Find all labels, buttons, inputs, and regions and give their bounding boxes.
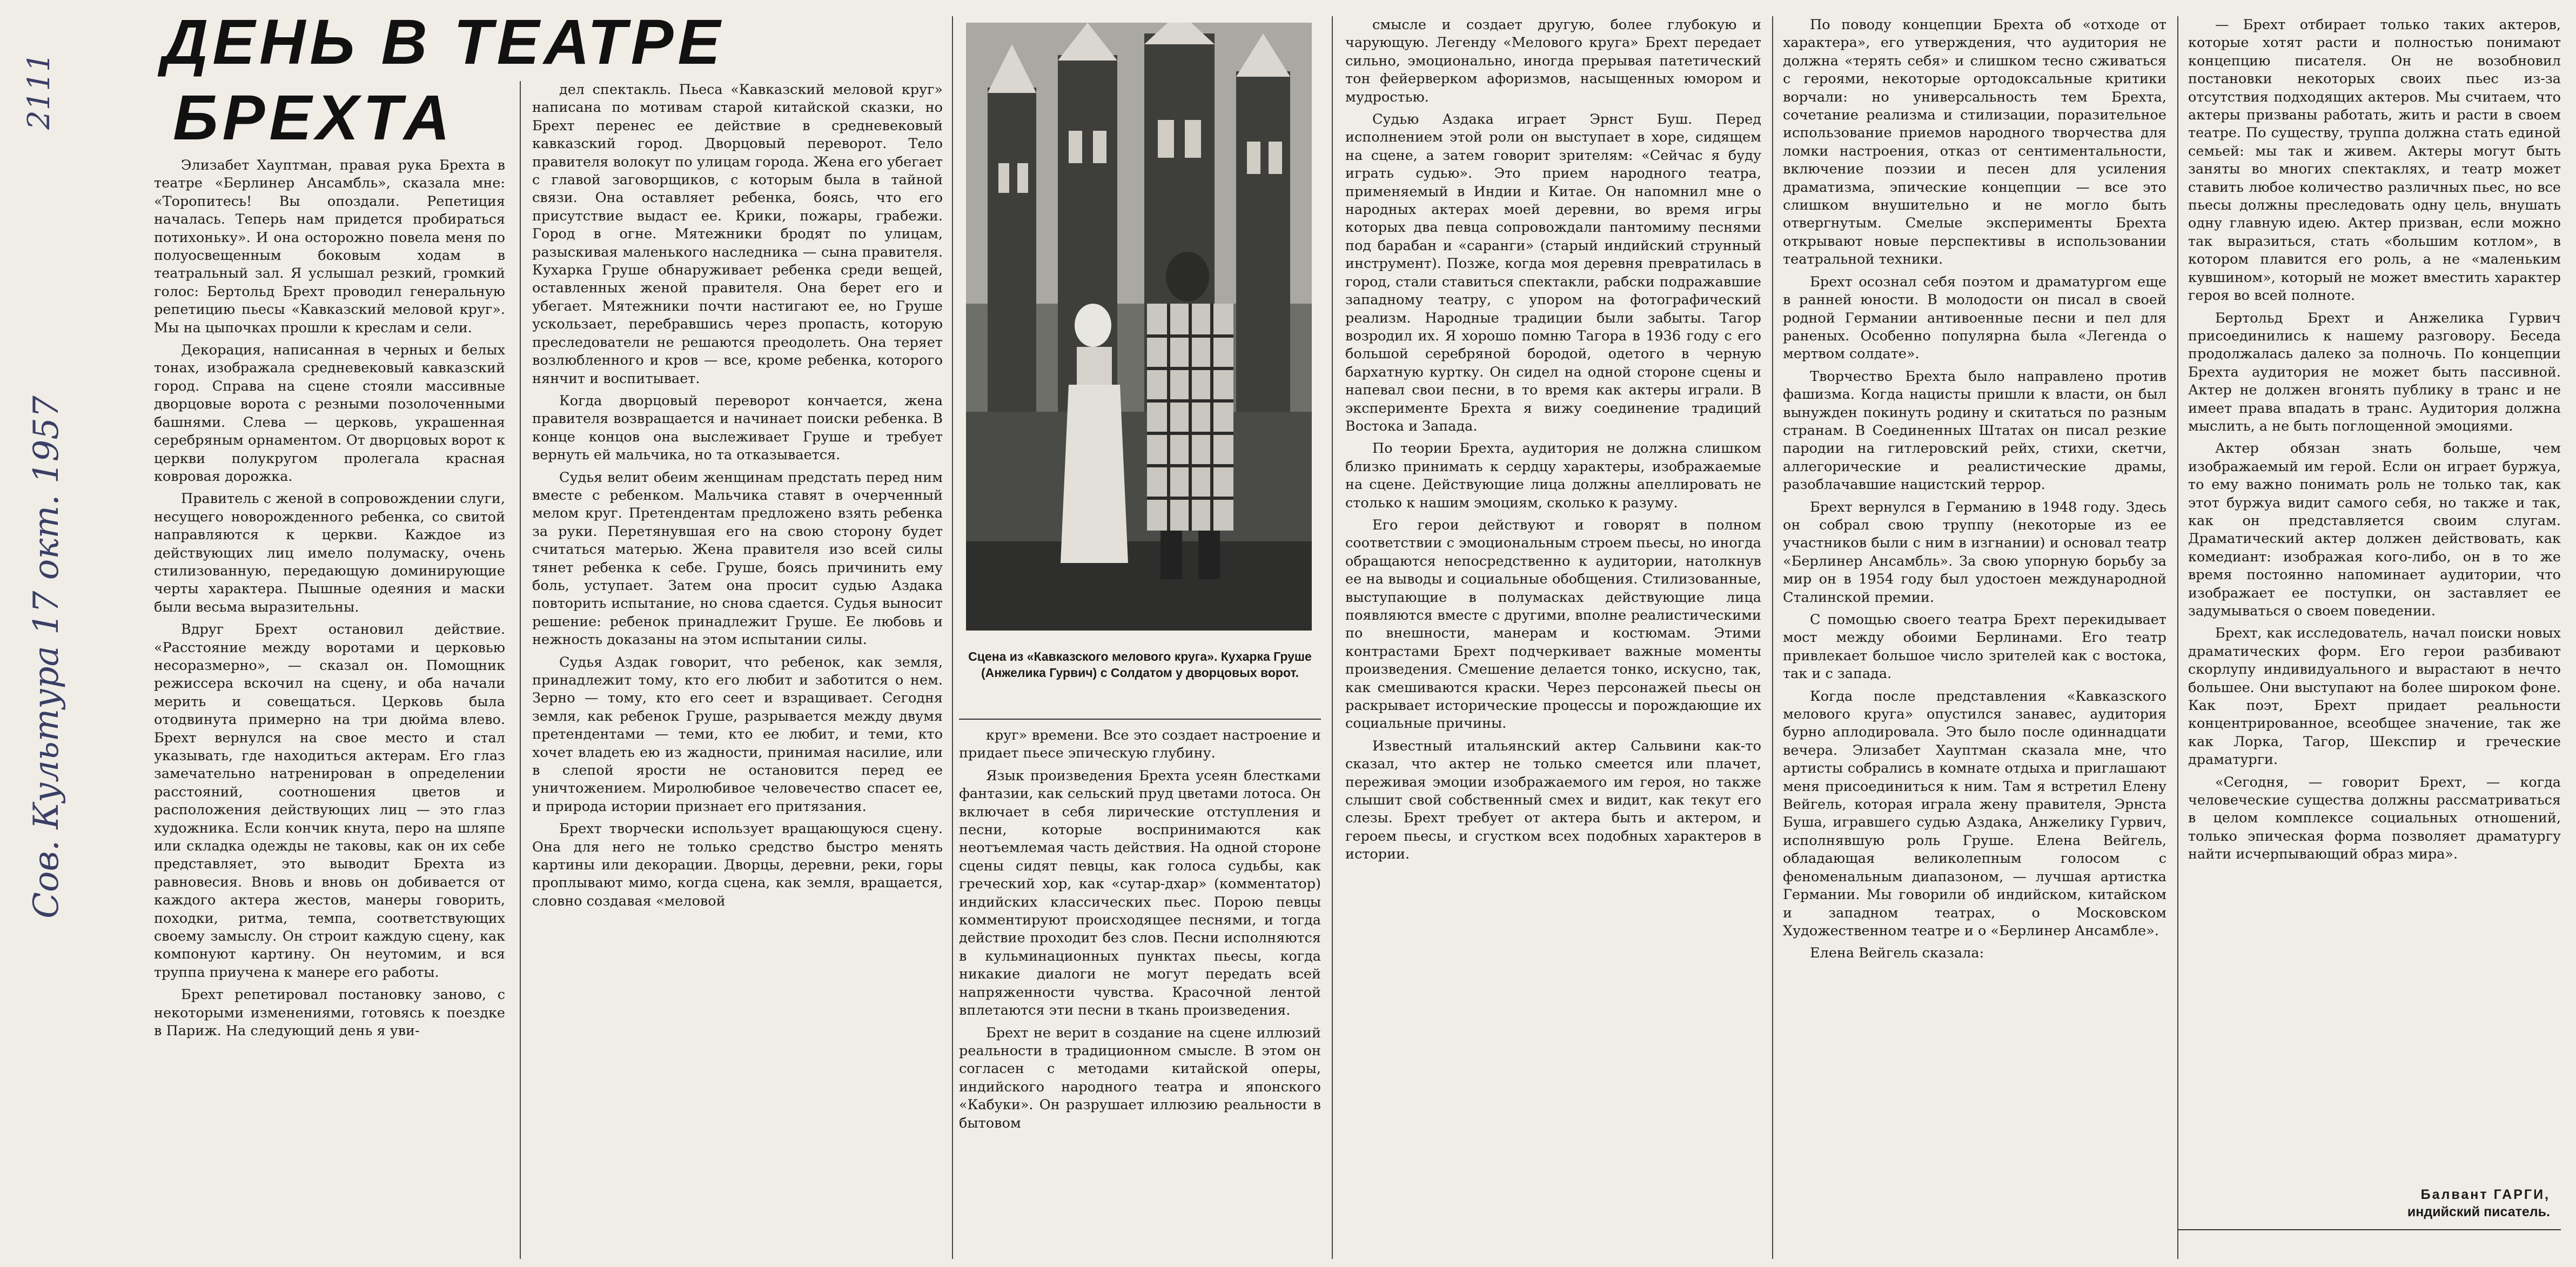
end-rule (2177, 1229, 2561, 1230)
column-divider (1772, 16, 1773, 1259)
article-paragraph: Елена Вейгель сказала: (1810, 945, 1984, 962)
article-paragraph: Брехт репетировал постановку заново, с некоторыми изменениями, готовясь к поездке в Париж. На следующий день я уви- (154, 987, 505, 1040)
article-paragraph: Когда дворцовый переворот кончается, жена правителя возвращается и начинает поиски ребенка. В конце концов она выслеживает Груше и требует вернуть ей мальчика, но та отказывается. (532, 392, 943, 464)
article-paragraph: Бертольд Брехт и Анжелика Гурвич присоединились к нашему разговору. Беседа продолжалась далеко за полночь. По концепции Брехта аудитория не может быть пассивной. Актер не должен вгонять публику в транс и не имеет права впадать в транс. Аудитория должна мыслить, а не быть поглощенной эмоциями. (2188, 310, 2561, 434)
photo-caption: Сцена из «Кавказского мелового круга». Кухарка Груше (Анжелика Гурвич) с Солдатом у дворцовых ворот. (968, 649, 1312, 680)
handwritten-source-note: Сов. Культура 17 окт. 1957 (26, 395, 66, 919)
article-paragraph: — Брехт отбирает только таких актеров, которые хотят расти и полностью понимают концепцию писателя. Он не возобновил постановки некоторых своих пьес из-за отсутствия подходящих актеров. Мы считаем, что актеры призваны работать, жить и расти в своем театре. По существу, труппа должна стать единой семьей: мы так и живем. Актеры могут быть заняты во многих спектаклях, и театр может ставить любое количество различных пьес, но все пьесы должны преследовать одну цель, внушать одну главную идею. Актер призван, если можно так выразиться, стать «большим котлом», в котором плавится его роль, а не «маленьким кувшином», который не может вместить характер героя во всей полноте. (2188, 17, 2561, 304)
article-paragraph: Известный итальянский актер Сальвини как-то сказал, что актер не только смеется или плачет, переживая эмоции изображаемого им героя, но также слышит свой собственный смех и видит, как текут его слезы. Брехт требует от актера быть и актером, и героем пьесы, и сгустком всех подобных характеров в истории. (1345, 738, 1761, 863)
article-paragraph: Актер обязан знать больше, чем изображаемый им герой. Если он играет буржуа, то ему важно понимать роль не только так, как этот буржуа видит самого себя, но также и так, как он представляется своим слугам. Драматический актер должен действовать, как комедиант: изображая кого-либо, он в то же время постоянно напоминает аудитории, что изображает ее поступки, он заставляет ее задумываться о своем поведении. (2188, 440, 2561, 619)
article-paragraph: Вдруг Брехт остановил действие. «Расстояние между воротами и церковью несоразмерно», — сказал он. Помощник режиссера вскочил на сцену, и оба начали мерить и совещаться. Церковь была отодвинута примерно на три дюйма влево. Брехт вернулся на свое место и стал указывать, где находиться актерам. Его глаз замечательно натренирован в определении расстояний, соотношения цветов и расположения действующих лиц — это глаз художника. Если кончик кнута, перо на шляпе или складка одежды не таковы, как он их себе представляет, это выводит Брехта из равновесия. Вновь и вновь он добивается от каждого актера жестов, манеры говорить, походки, ритма, темпа, соответствующих своему замыслу. Он строит каждую сцену, как компонуют картину. Он неутомим, и вся труппа приучена к манере его работы. (154, 621, 505, 981)
column-divider (2177, 16, 2178, 1259)
article-paragraph: «Сегодня, — говорит Брехт, — когда человеческие существа должны рассматриваться в целом комплексе социальных отношений, только эпическая форма позволяет драматургу найти исчерпывающий образ мира». (2188, 774, 2561, 863)
article-column-5 (1783, 16, 2166, 1259)
article-paragraph: Брехт не верит в создание на сцене иллюзий реальности в традиционном смысле. В этом он согласен с методами китайской оперы, индийского народного театра и японского «Кабуки». Он разрушает иллюзию реальности в бытовом (959, 1024, 1321, 1131)
article-paragraph: Элизабет Хауптман, правая рука Брехта в театре «Берлинер Ансамбль», сказала мне: «Торопитесь! Вы опоздали. Репетиция началась. Теперь нам придется пробираться потихоньку». И она осторожно повела меня по полуосвещенным боковым ходам в театральный зал. Я услышал резкий, громкий голос: Бертольд Брехт проводил генеральную репетицию пьесы «Кавказский меловой круг». Мы на цыпочках прошли к креслам и сели. (154, 157, 505, 336)
article-column-2 (532, 81, 943, 1259)
title-line-2: БРЕХТА (173, 82, 454, 153)
article-paragraph: Правитель с женой в сопровождении слуги, несущего новорожденного ребенка, со свитой направляются к церкви. Каждое из действующих лиц имело полумаску, очень стилизованную, передающую доминирующие черты характера. Пышные одеяния и маски были весьма выразительны. (154, 491, 505, 615)
article-paragraph: С помощью своего театра Брехт перекидывает мост между обоими Берлинами. Его театр привлекает большое число зрителей как с востока, так и с запада. (1783, 612, 2166, 682)
title-line-1: ДЕНЬ В ТЕАТРЕ (162, 6, 725, 78)
article-paragraph: Брехт, как исследователь, начал поиски новых драматических форм. Его герои разбивают скорлупу индивидуального и вырастают в нечто большее. Они выступают на более широком фоне. Как поэт, Брехт придает реальности концентрированное, всеобщее значение, так же как Лорка, Тагор, Шекспир и греческие драматурги. (2188, 625, 2561, 768)
photo-frame (962, 23, 1318, 636)
theatre-scene-photo (966, 23, 1312, 631)
handwritten-annotation (11, 54, 86, 946)
column-divider (952, 16, 953, 1259)
handwritten-mark: 2111 (22, 52, 57, 130)
column-divider (1332, 16, 1333, 1259)
article-paragraph: смысле и создает другую, более глубокую и чарующую. Легенду «Мелового круга» Брехт передает сильно, эмоционально, иногда прерывая патетический тон фейерверком афоризмов, насыщенных юмором и мудростью. (1345, 17, 1761, 105)
article-paragraph: круг» времени. Все это создает настроение и придает пьесе эпическую глубину. (959, 727, 1321, 762)
article-column-4 (1345, 16, 1761, 1259)
author-name: Балвант ГАРГИ, (2420, 1187, 2550, 1202)
article-paragraph: Брехт осознал себя поэтом и драматургом еще в ранней юности. В молодости он писал в своей родной Германии антивоенные песни и пел для раненых. Особенно популярна была «Легенда о мертвом солдате». (1783, 273, 2166, 363)
caption-rule (959, 719, 1321, 720)
article-paragraph: По поводу концепции Брехта об «отходе от характера», его утверждения, что аудитория не должна «терять себя» и слишком тесно сживаться с героями, некоторые ортодоксальные критики ворчали: но универсальность тем Брехта, сочетание реализма и стилизации, поразительное использование приемов народного творчества для ломки настроения, отказ от сентиментальности, включение поэзии и песен для усиления драматизма, эпические концепции — все это слишком внушительно и не могло быть отвергнутым. Смелые эксперименты Брехта открывают новые перспективы в использовании театральной техники. (1783, 17, 2166, 268)
article-paragraph: Судью Аздака играет Эрнст Буш. Перед исполнением этой роли он выступает в хоре, сидящем на сцене, а затем говорит зрителям: «Сейчас я буду играть судью». Это прием народного театра, применяемый в Индии и Китае. Он напомнил мне о народных актерах моей деревни, во время игры которых два певца сопровождали пантомиму песнями под барабан и «саранги» (старый индийский струнный инструмент). Позже, когда моя деревня превратилась в город, стали ставиться спектакли, рабски подражавшие западному театру, с упором на фотографический реализм. Народные традиции были забыты. Тагор возродил их. Я хорошо помню Тагора в 1936 году с его большой серебряной бородой, одетого в черную бархатную куртку. Он сидел на одной стороне сцены и напевал свои песни, в то время как актеры играли. В эксперименте Брехта я вижу соединение традиций Востока и Запада. (1345, 111, 1761, 434)
article-paragraph: Декорация, написанная в черных и белых тонах, изображала средневековый кавказский город. Справа на сцене стояли массивные дворцовые ворота с резными позолоченными башнями. Слева — церковь, украшенная серебряным орнаментом. От дворцовых ворот к церкви полукругом пролегала красная ковровая дорожка. (154, 342, 505, 485)
article-paragraph: Судья велит обеим женщинам предстать перед ним вместе с ребенком. Мальчика ставят в очерченный мелом круг. Претендентам предложено взять ребенка за руки. Перетянувшая его на свою сторону будет считаться матерью. Жена правителя изо всей силы тянет ребенка к себе. Груше, боясь причинить ему боль, уступает. Затем она просит судью Аздака повторить испытание, но снова сдается. Судья выносит решение: ребенок принадлежит Груше. Ее любовь и нежность доказаны на этом испытании силы. (532, 469, 943, 648)
column-divider (520, 81, 521, 1259)
article-paragraph: Судья Аздак говорит, что ребенок, как земля, принадлежит тому, кто его любит и заботится о нем. Зерно — тому, кто его сеет и взращивает. Сегодня земля, как ребенок Груше, разрывается между двумя претендентами — теми, кто ее любит, и теми, кто хочет владеть ею из жадности, принимая насилие, или в слепой ярости не остановится перед ее уничтожением. Миролюбивое человечество спасет ее, и природа истории признает его притязания. (532, 654, 943, 815)
article-paragraph: Брехт творчески использует вращающуюся сцену. Она для него не только средство быстро менять картины или декорации. Дворцы, деревни, реки, горы проплывают мимо, когда сцена, как земля, вращается, словно создавая «меловой (532, 821, 943, 909)
article-column-6 (2188, 16, 2561, 1178)
article-paragraph: дел спектакль. Пьеса «Кавказский меловой круг» написана по мотивам старой китайской сказки, но Брехт перенес ее действие в средневековый кавказский город. Дворцовый переворот. Тело правителя волокут по улицам города. Жена его убегает с главой заговорщиков, с которым была в тайной связи. Она оставляет ребенка, боясь, что его присутствие выдаст ее. Крики, пожары, грабежи. Город в огне. Мятежники бродят по улицам, разыскивая маленького наследника — сына правителя. Кухарка Груше обнаруживает ребенка среди вещей, оставленных женой правителя. Она берет его и убегает. Мятежники почти настигают ее, но Груше ускользает, перебравшись через пропасть, которую преследователи не решаются преодолеть. Она теряет возлюбленного и кров — все, кроме ребенка, которого нянчит и воспитывает. (532, 82, 943, 387)
article-paragraph: Брехт вернулся в Германию в 1948 году. Здесь он собрал свою труппу (некоторые из ее участников были с ним в изгнании) и основал театр «Берлинер Ансамбль». За свою упорную борьбу за мир он в 1954 году был удостоен международной Сталинской премии. (1783, 499, 2166, 606)
article-paragraph: Творчество Брехта было направлено против фашизма. Когда нацисты пришли к власти, он был вынужден покинуть родину и скитаться по разным странам. В Соединенных Штатах он писал резкие пародии на гитлеровский рейх, стихи, скетчи, аллегорические и реалистические драмы, разоблачавшие нацистский террор. (1783, 368, 2166, 493)
author-signature (2199, 1186, 2550, 1221)
article-column-3 (959, 727, 1321, 1259)
article-paragraph: Его герои действуют и говорят в полном соответствии с эмоциональным строем пьесы, но иногда обращаются непосредственно к аудитории, натолкнув ее на выводы и социальные обобщения. Стилизованные, выступающие в полумасках действующие лица появляются вместе с другими, вполне реалистическими по внешности, манерам и костюмам. Этими контрастами Брехт подчеркивает важные моменты произведения. Смешение делается тонко, искусно, так, как смешиваются краски. Через персонажей пьесы он раскрывает исторические процессы и порождающие их социальные причины. (1345, 517, 1761, 732)
theatre-scene-photo-icon (966, 23, 1312, 631)
article-paragraph: Язык произведения Брехта усеян блестками фантазии, как сельский пруд цветами лотоса. Он включает в себя лирические отступления и песни, которые воспринимаются как неотъемлемая часть действия. На одной стороне сцены сидят певцы, как голоса судьбы, как греческий хор, как «сутар-дхар» (комментатор) индийских классических пьес. Порою певцы комментируют происходящее песнями, и тогда действие проходит без слов. Песни исполняются в кульминационных пунктах пьесы, когда никакие диалоги не могут передать всей напряженности чувства. Красочной лентой вплетаются эти песни в ткань произведения. (959, 767, 1321, 1019)
article-column-1 (154, 157, 505, 1259)
author-role: индийский писатель. (2407, 1204, 2550, 1219)
article-paragraph: По теории Брехта, аудитория не должна слишком близко принимать к сердцу характеры, изображаемые на сцене. Действующие лица должны апеллировать не столько к нашим эмоциям, сколько к разуму. (1345, 440, 1761, 511)
article-paragraph: Когда после представления «Кавказского мелового круга» опустился занавес, аудитория бурно аплодировала. Это было после одиннадцати вечера. Элизабет Хауптман сказала мне, что артисты собрались в комнате отдыха и приглашают меня присоединиться к ним. Там я встретил Елену Вейгель, которая играла жену правителя, Эрнста Буша, игравшего судью Аздака, Анжелику Гурвич, исполнявшую роль Груше. Елена Вейгель, обладающая великолепным голосом с феноменальным диапазоном, — лучшая артистка Германии. Мы говорили об индийском, китайском и западном театрах, о Московском Художественном театре и о «Берлинер Ансамбле». (1783, 688, 2166, 939)
